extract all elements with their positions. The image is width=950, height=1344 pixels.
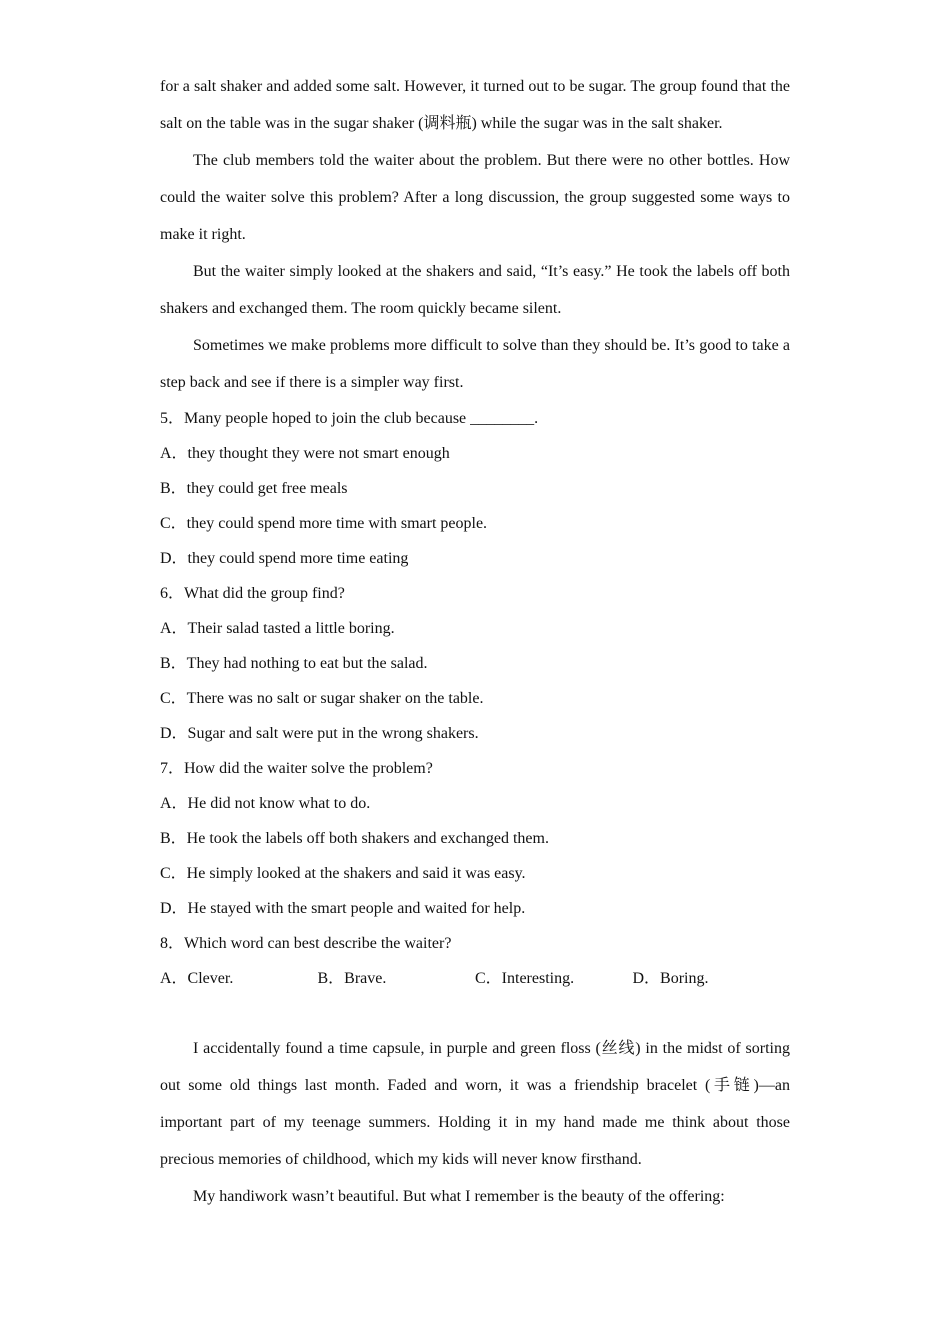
- passage2-paragraph-2: My handiwork wasn’t beautiful. But what I remember is the beauty of the offering:: [193, 1188, 725, 1205]
- question-5: [160, 401, 790, 576]
- section-spacer: [160, 996, 790, 1030]
- option-c: C．Interesting.: [475, 970, 575, 987]
- option-c: C．There was no salt or sugar shaker on the table.: [160, 690, 484, 707]
- question-stem: 6．What did the group find?: [160, 585, 345, 602]
- option-d: D．they could spend more time eating: [160, 550, 409, 567]
- option-b: B．They had nothing to eat but the salad.: [160, 655, 428, 672]
- option-a: A．they thought they were not smart enough: [160, 445, 450, 462]
- option-a: A．Their salad tasted a little boring.: [160, 620, 395, 637]
- option-d: D．Boring.: [632, 970, 709, 987]
- passage1-paragraph-4: Sometimes we make problems more difficult to solve than they should be. It’s good to take a step back and see if there is a simpler way first.: [160, 337, 790, 391]
- option-b: B．they could get free meals: [160, 480, 348, 497]
- option-a: A．Clever.: [160, 970, 234, 987]
- question-stem: 7．How did the waiter solve the problem?: [160, 760, 433, 777]
- options-row: [160, 961, 790, 996]
- option-d: D．Sugar and salt were put in the wrong shakers.: [160, 725, 479, 742]
- document-content: [160, 68, 790, 1215]
- question-stem: 5．Many people hoped to join the club because ________.: [160, 410, 539, 427]
- option-a: A．He did not know what to do.: [160, 795, 371, 812]
- option-b: B．He took the labels off both shakers and exchanged them.: [160, 830, 549, 847]
- passage1-paragraph-3: But the waiter simply looked at the shakers and said, “It’s easy.” He took the labels off both shakers and exchanged them. The room quickly became silent.: [160, 263, 790, 317]
- passage2-paragraph-1: I accidentally found a time capsule, in purple and green floss (丝线) in the midst of sorting out some old things last month. Faded and worn, it was a friendship bracelet (手链)—an important part of my teenage summers. Holding it in my hand made me think about those precious memories of childhood, which my kids will never know firsthand.: [160, 1040, 790, 1168]
- question-6: [160, 576, 790, 751]
- question-8: [160, 926, 790, 996]
- option-b: B．Brave.: [317, 970, 387, 987]
- passage1-paragraph-2: The club members told the waiter about the problem. But there were no other bottles. How could the waiter solve this problem? After a long discussion, the group suggested some ways to make it right.: [160, 152, 790, 243]
- option-c: C．He simply looked at the shakers and said it was easy.: [160, 865, 526, 882]
- question-stem: 8．Which word can best describe the waiter?: [160, 935, 452, 952]
- option-d: D．He stayed with the smart people and waited for help.: [160, 900, 526, 917]
- question-7: [160, 751, 790, 926]
- passage1-paragraph-1: for a salt shaker and added some salt. However, it turned out to be sugar. The group found that the salt on the table was in the sugar shaker (调料瓶) while the sugar was in the salt shaker.: [160, 78, 790, 132]
- option-c: C．they could spend more time with smart people.: [160, 515, 488, 532]
